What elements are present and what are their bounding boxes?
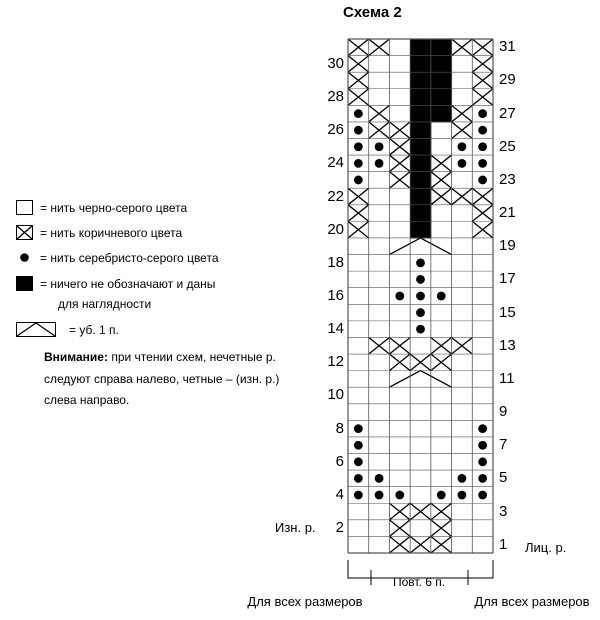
dot-cell	[478, 159, 487, 168]
all-sizes-right: Для всех размеров	[474, 594, 590, 609]
cross-cell	[348, 56, 369, 73]
dot-cell	[354, 109, 363, 118]
dot-cell	[416, 308, 425, 317]
row-number-right: 9	[499, 403, 508, 421]
cross-cell	[431, 536, 452, 553]
cross-cell	[452, 39, 473, 56]
dot-cell	[416, 275, 425, 284]
dot-cell	[478, 109, 487, 118]
row-number-right: 3	[499, 502, 508, 520]
cross-cell	[431, 172, 452, 189]
repeat-label: Повт. 6 п.	[392, 575, 446, 589]
row-number-right: 5	[499, 469, 508, 487]
filled-cell	[410, 88, 431, 106]
cross-cell	[431, 503, 452, 520]
row-number-right: 1	[499, 535, 508, 553]
row-number-right: 13	[499, 336, 516, 354]
legend-text: = нить коричневого цвета	[40, 225, 183, 240]
row-number-right: 19	[499, 237, 516, 255]
cross-cell	[472, 221, 493, 238]
right-side-label: Лиц. р.	[525, 540, 567, 555]
dot-cell	[416, 325, 425, 334]
dot-cell	[354, 424, 363, 433]
filled-cell	[410, 39, 431, 57]
cross-cell	[431, 188, 452, 205]
dot-cell	[375, 142, 384, 151]
filled-cell	[431, 72, 452, 90]
dot-cell	[478, 424, 487, 433]
legend-text: = уб. 1 п.	[69, 322, 119, 337]
row-number-right: 31	[499, 38, 516, 56]
chart-title: Схема 2	[343, 4, 402, 21]
row-number-left: 10	[327, 386, 344, 404]
cross-cell	[472, 39, 493, 56]
row-number-left: 14	[327, 320, 344, 338]
cross-cell	[389, 172, 410, 189]
cross-cell	[472, 72, 493, 89]
dot-cell	[478, 142, 487, 151]
cross-cell	[348, 39, 369, 56]
dot-cell	[354, 126, 363, 135]
cross-cell	[369, 122, 390, 139]
cross-cell	[348, 221, 369, 238]
row-number-left: 2	[335, 519, 344, 537]
note-text: при чтении схем, нечетные р.	[107, 350, 276, 364]
dot-cell	[354, 176, 363, 185]
filled-cell	[410, 138, 431, 156]
filled-cell	[410, 55, 431, 73]
legend-text: = нить серебристо-серого цвета	[40, 250, 219, 265]
dot-cell	[354, 441, 363, 450]
note-bold: Внимание:	[44, 350, 108, 364]
cross-cell	[389, 138, 410, 155]
row-number-left: 6	[335, 452, 344, 470]
filled-cell	[410, 204, 431, 222]
row-number-left: 4	[335, 485, 344, 503]
row-number-right: 17	[499, 270, 516, 288]
row-number-left: 20	[327, 220, 344, 238]
row-number-right: 21	[499, 204, 516, 222]
dot-cell	[395, 292, 404, 301]
decrease-cell	[389, 238, 451, 255]
dot-cell	[354, 159, 363, 168]
cross-cell	[410, 536, 431, 553]
row-number-left: 18	[327, 253, 344, 271]
dot-cell	[395, 491, 404, 500]
dot-cell	[416, 258, 425, 267]
dot-cell	[375, 474, 384, 483]
cross-cell	[389, 520, 410, 537]
cross-cell	[431, 337, 452, 354]
cross-cell	[389, 122, 410, 139]
cross-cell	[369, 337, 390, 354]
cross-cell	[369, 39, 390, 56]
cross-cell	[348, 72, 369, 89]
row-number-right: 23	[499, 170, 516, 188]
row-number-left: 16	[327, 287, 344, 304]
row-number-left: 30	[327, 54, 344, 72]
cross-cell	[431, 354, 452, 371]
cross-cell	[369, 105, 390, 122]
dot-cell	[375, 491, 384, 500]
cross-cell	[389, 536, 410, 553]
dot-cell	[354, 474, 363, 483]
dot-cell	[354, 457, 363, 466]
decrease-cell	[389, 371, 451, 388]
cross-cell	[472, 205, 493, 222]
dot-cell	[478, 176, 487, 185]
row-number-left: 24	[327, 154, 344, 172]
row-number-left: 26	[327, 121, 344, 139]
filled-cell	[431, 55, 452, 73]
cross-cell	[452, 188, 473, 205]
filled-cell	[410, 188, 431, 206]
dot-cell	[354, 491, 363, 500]
legend-text-cont: для наглядности	[58, 297, 152, 311]
dot-cell	[437, 292, 446, 301]
row-number-left: 8	[335, 419, 344, 437]
row-number-right: 25	[499, 137, 516, 155]
cross-cell	[410, 354, 431, 371]
dot-cell	[437, 491, 446, 500]
cross-cell	[410, 503, 431, 520]
note-line-2: следуют справа налево, четные – (изн. р.)	[44, 372, 280, 386]
dot-cell	[478, 126, 487, 135]
cross-cell	[389, 354, 410, 371]
filled-cell	[410, 121, 431, 139]
dot-cell	[458, 491, 467, 500]
dot-cell	[458, 142, 467, 151]
cross-cell	[348, 205, 369, 222]
row-number-left: 28	[327, 88, 344, 106]
cross-cell	[452, 105, 473, 122]
row-number-right: 11	[499, 369, 515, 387]
filled-cell	[431, 105, 452, 123]
row-number-right: 15	[499, 303, 516, 321]
cross-cell	[389, 337, 410, 354]
filled-cell	[431, 39, 452, 57]
cross-cell	[348, 89, 369, 106]
wrong-side-label: Изн. р.	[275, 520, 316, 535]
filled-cell	[431, 88, 452, 106]
cross-cell	[472, 89, 493, 106]
cross-cell	[431, 520, 452, 537]
dot-cell	[458, 474, 467, 483]
all-sizes-left: Для всех размеров	[247, 594, 363, 609]
cross-cell	[389, 155, 410, 172]
legend-text: = ничего не обозначают и даны	[40, 276, 216, 291]
filled-cell	[410, 221, 431, 239]
cross-cell	[431, 155, 452, 172]
row-number-left: 22	[327, 187, 344, 205]
filled-cell	[410, 105, 431, 123]
filled-cell	[410, 171, 431, 189]
dot-cell	[478, 441, 487, 450]
cross-cell	[452, 122, 473, 139]
filled-cell	[410, 155, 431, 173]
row-number-left: 12	[327, 353, 344, 371]
row-number-right: 7	[499, 436, 508, 454]
row-number-right: 27	[499, 104, 516, 122]
cross-cell	[452, 337, 473, 354]
legend-text: = нить черно-серого цвета	[40, 200, 188, 215]
cross-cell	[389, 503, 410, 520]
dot-cell	[478, 474, 487, 483]
dot-cell	[478, 491, 487, 500]
cross-cell	[472, 56, 493, 73]
dot-cell	[478, 457, 487, 466]
cross-cell	[472, 188, 493, 205]
cross-cell	[348, 188, 369, 205]
dot-cell	[354, 142, 363, 151]
note-line-3: слева направо.	[44, 393, 130, 407]
dot-cell	[375, 159, 384, 168]
dot-cell	[458, 159, 467, 168]
dot-cell	[416, 292, 425, 301]
row-number-right: 29	[499, 71, 516, 89]
filled-cell	[410, 72, 431, 90]
